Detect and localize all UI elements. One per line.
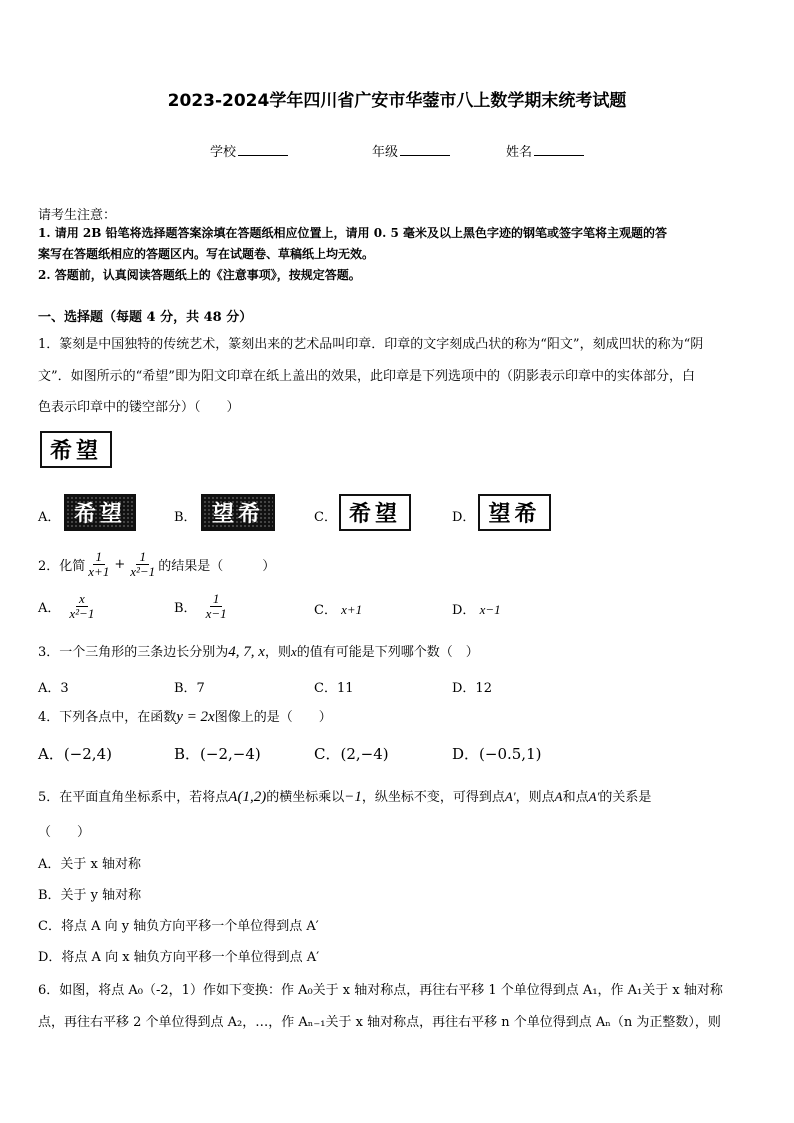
q2-stem xyxy=(38,546,275,582)
section-1-heading: 一、选择题（每题 4 分，共 48 分） xyxy=(38,310,253,325)
q5-text-f: 的关系是 xyxy=(599,790,652,805)
q3-option-a[interactable]: A．3 xyxy=(38,681,69,696)
q5-math-a1: A′ xyxy=(504,789,516,804)
q1-option-d-label: D． xyxy=(452,510,476,525)
q4-stem xyxy=(38,706,332,726)
q1-option-b-seal-text: 望希 xyxy=(211,501,264,527)
q4-math: y = 2x xyxy=(176,709,215,725)
q3-text-a: 3．一个三角形的三条边长分别为 xyxy=(38,645,229,660)
q5-math-num: −1 xyxy=(344,789,362,805)
q5-text-c: ，纵坐标不变，可得到点 xyxy=(361,790,505,805)
q1-option-d-seal-text: 望希 xyxy=(488,501,541,527)
grade-field[interactable] xyxy=(372,141,450,160)
q1-option-c-label: C． xyxy=(314,510,337,525)
q1-option-d-seal[interactable] xyxy=(478,494,551,531)
q2-frac1-den: x+1 xyxy=(88,563,110,579)
school-field[interactable] xyxy=(210,141,288,160)
school-label: 学校 xyxy=(210,145,237,160)
q5-text-b: 的横坐标乘以 xyxy=(266,790,345,805)
q2-option-a[interactable] xyxy=(38,588,97,624)
q2-option-b-den: x−1 xyxy=(205,605,227,621)
name-field[interactable] xyxy=(506,141,584,160)
q2-frac1-num: 1 xyxy=(93,550,106,565)
q1-option-a-label: A． xyxy=(38,510,61,525)
q1-option-b-seal[interactable] xyxy=(201,494,275,531)
q2-option-d-label: D． xyxy=(452,603,476,618)
q2-frac2-num: 1 xyxy=(136,550,149,565)
q5-option-d[interactable]: D．将点 A 向 x 轴负方向平移一个单位得到点 A′ xyxy=(38,950,320,965)
q5-option-b[interactable]: B．关于 y 轴对称 xyxy=(38,888,142,903)
q3-option-d[interactable]: D．12 xyxy=(452,681,492,696)
q5-text-e: 和点 xyxy=(562,790,589,805)
q3-option-b[interactable]: B．7 xyxy=(174,681,205,696)
q2-fraction-2 xyxy=(127,550,158,579)
q5-blank: （ ） xyxy=(38,825,91,840)
q2-prefix: 2．化简 xyxy=(38,558,86,574)
q2-option-b-label: B． xyxy=(174,600,197,616)
q6-line-2: 点，再往右平移 2 个单位得到点 A₂，…，作 Aₙ₋₁关于 x 轴对称点，再往右平移 n 个单位得到点 Aₙ（n 为正整数），则 xyxy=(38,1015,721,1030)
q5-option-c[interactable]: C．将点 A 向 y 轴负方向平移一个单位得到点 A′ xyxy=(38,919,319,934)
q5-option-a[interactable]: A．关于 x 轴对称 xyxy=(38,857,141,872)
q5-stem xyxy=(38,786,651,806)
q1-line-2: 文”．如图所示的“希望”即为阳文印章在纸上盖出的效果，此印章是下列选项中的（阴影表示印章中的实体部分，白 xyxy=(38,369,695,384)
q2-option-d[interactable] xyxy=(452,599,501,618)
q2-option-d-text: x−1 xyxy=(479,602,501,617)
q1-line-1: 1．篆刻是中国独特的传统艺术，篆刻出来的艺术品叫印章．印章的文字刻成凸状的称为“阳文”，刻成凹状的称为“阴 xyxy=(38,337,704,352)
notice-heading: 请考生注意： xyxy=(38,208,117,223)
q4-option-b[interactable]: B．(−2,−4) xyxy=(174,745,261,763)
q4-option-c[interactable]: C．(2,−4) xyxy=(314,745,389,763)
q2-option-a-label: A． xyxy=(38,600,61,616)
q4-text-b: 图像上的是（ ） xyxy=(214,710,332,725)
grade-label: 年级 xyxy=(372,145,399,160)
q2-option-a-num: x xyxy=(76,592,88,607)
q2-option-c[interactable] xyxy=(314,599,362,618)
q4-text-a: 4．下列各点中，在函数 xyxy=(38,710,177,725)
q1-line-3: 色表示印章中的镂空部分）（ ） xyxy=(38,400,240,415)
q2-option-b[interactable] xyxy=(174,588,230,624)
q2-option-a-den: x²−1 xyxy=(69,605,95,621)
q2-option-c-text: x+1 xyxy=(341,602,363,617)
q4-option-d[interactable]: D．(−0.5,1) xyxy=(452,745,542,763)
q5-math-a2: A′ xyxy=(588,789,600,804)
notice-item-1-line-2: 案写在答题纸相应的答题区内。写在试题卷、草稿纸上均无效。 xyxy=(38,247,375,261)
q2-option-b-fraction xyxy=(203,592,230,621)
q3-math: 4, 7, x xyxy=(228,644,265,660)
q5-math-a: A xyxy=(554,789,563,804)
q6-line-1: 6．如图，将点 A₀（-2，1）作如下变换：作 A₀关于 x 轴对称点，再往右平移 1 个单位得到点 A₁，作 A₁关于 x 轴对称 xyxy=(38,983,723,998)
q2-frac2-den: x²−1 xyxy=(130,563,156,579)
q1-option-a-seal[interactable] xyxy=(64,494,136,531)
q5-math-point: A(1,2) xyxy=(228,789,267,805)
q1-option-a-seal-text: 希望 xyxy=(73,501,126,527)
q1-option-c-seal-text: 希望 xyxy=(348,501,401,527)
q2-suffix: 的结果是（ ） xyxy=(158,558,276,574)
q3-text-c: 的值有可能是下列哪个数（ ） xyxy=(296,645,479,660)
q3-var: x xyxy=(290,644,297,659)
q1-seal-text: 希望 xyxy=(49,438,102,464)
notice-item-1-line-1: 1. 请用 2B 铅笔将选择题答案涂填在答题纸相应位置上，请用 0. 5 毫米及以上黑色字迹的钢笔或签字笔将主观题的答 xyxy=(38,226,667,240)
q1-option-c-seal[interactable] xyxy=(339,494,411,531)
q1-option-b-label: B． xyxy=(174,510,197,525)
q2-option-a-fraction xyxy=(66,592,97,621)
q3-text-b: ，则 xyxy=(264,645,291,660)
q3-option-c[interactable]: C．11 xyxy=(314,681,354,696)
q2-option-c-label: C． xyxy=(314,603,337,618)
notice-item-2: 2. 答题前，认真阅读答题纸上的《注意事项》，按规定答题。 xyxy=(38,268,361,282)
q5-text-d: ，则点 xyxy=(515,790,555,805)
q5-text-a: 5．在平面直角坐标系中，若将点 xyxy=(38,790,229,805)
q2-fraction-1 xyxy=(85,550,112,579)
q3-stem xyxy=(38,641,479,661)
name-label: 姓名 xyxy=(506,145,533,160)
q2-option-b-num: 1 xyxy=(210,592,223,607)
q2-plus: + xyxy=(114,556,126,572)
page-title: 2023-2024学年四川省广安市华蓥市八上数学期末统考试题 xyxy=(167,91,627,111)
q4-option-a[interactable]: A．(−2,4) xyxy=(38,745,112,763)
q1-seal-figure xyxy=(40,431,112,468)
